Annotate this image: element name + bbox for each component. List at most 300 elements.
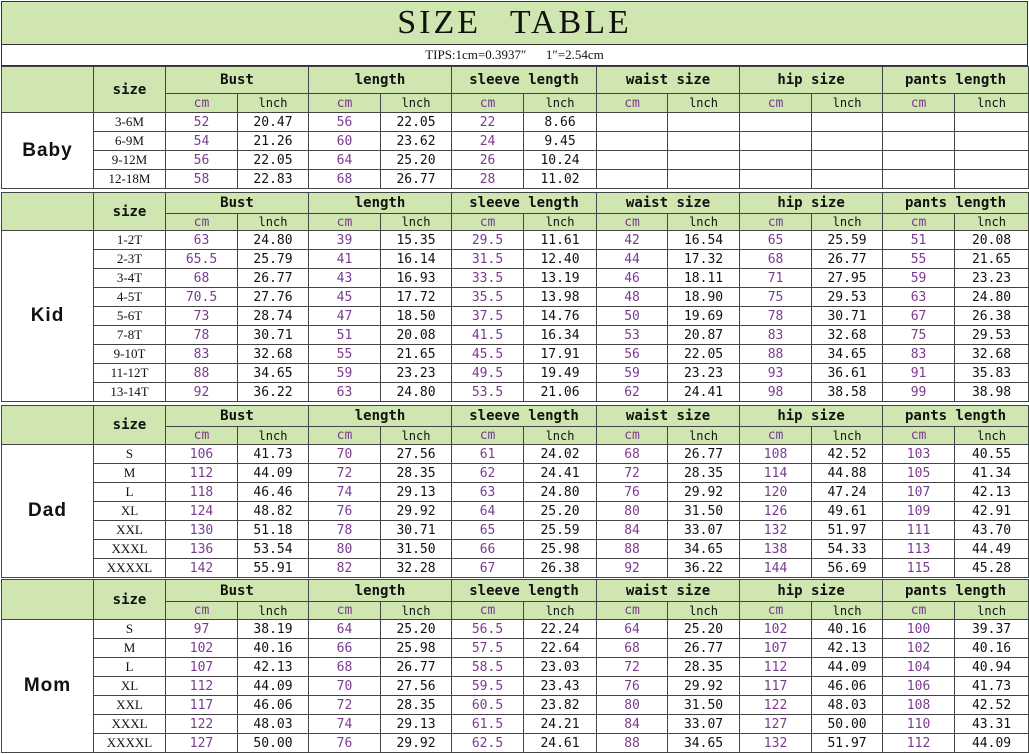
inch-value: 26.77 [668,445,740,464]
cm-value: 74 [309,483,381,502]
inch-value: 9.45 [524,132,597,151]
unit-cm-header: cm [740,214,812,231]
unit-cm-header: cm [309,214,381,231]
cm-value: 45 [309,288,381,307]
inch-value [955,170,1029,189]
inch-value: 22.83 [238,170,309,189]
inch-value [812,151,883,170]
inch-value: 51.18 [238,521,309,540]
size-cell: S [94,620,166,639]
table-row [2,383,1029,402]
cm-value: 78 [309,521,381,540]
inch-value: 44.09 [238,464,309,483]
size-cell: 1-2T [94,231,166,250]
inch-value: 44.09 [812,658,883,677]
inch-value: 39.37 [955,620,1029,639]
inch-value: 25.20 [381,620,452,639]
size-cell: 13-14T [94,383,166,402]
cm-value: 64 [452,502,524,521]
cm-value: 76 [309,502,381,521]
table-row [2,151,1029,170]
cm-value: 56.5 [452,620,524,639]
cm-value: 113 [883,540,955,559]
cm-value: 50 [597,307,668,326]
inch-value: 24.80 [238,231,309,250]
cm-value: 29.5 [452,231,524,250]
size-table-kid [1,192,1029,402]
inch-value: 28.35 [668,658,740,677]
unit-cm-header: cm [740,427,812,445]
inch-value: 46.06 [238,696,309,715]
size-cell: XXXL [94,715,166,734]
cm-value [597,132,668,151]
inch-value: 50.00 [238,734,309,753]
measure-header: sleeve length [452,67,597,94]
unit-inch-header: lnch [238,94,309,113]
inch-value: 50.00 [812,715,883,734]
inch-value: 32.28 [381,559,452,578]
size-cell: L [94,483,166,502]
inch-value: 34.65 [668,734,740,753]
inch-value: 16.54 [668,231,740,250]
inch-value: 22.24 [524,620,597,639]
cm-value: 53 [597,326,668,345]
cm-value: 76 [309,734,381,753]
header-row [2,406,1029,427]
inch-value: 29.13 [381,483,452,502]
cm-value: 104 [883,658,955,677]
inch-value: 24.61 [524,734,597,753]
cm-value: 108 [740,445,812,464]
inch-value: 23.62 [381,132,452,151]
table-row [2,620,1029,639]
cm-value: 61.5 [452,715,524,734]
cm-value: 92 [597,559,668,578]
unit-inch-header: lnch [524,602,597,620]
inch-value: 25.20 [381,151,452,170]
cm-value: 67 [883,307,955,326]
inch-value: 40.55 [955,445,1029,464]
inch-value [668,170,740,189]
cm-value: 52 [166,113,238,132]
cm-value: 88 [166,364,238,383]
inch-value: 23.23 [381,364,452,383]
inch-value [668,113,740,132]
header-corner [2,67,94,113]
inch-value: 35.83 [955,364,1029,383]
cm-value: 60 [309,132,381,151]
inch-value [668,132,740,151]
inch-value: 17.91 [524,345,597,364]
cm-value: 62 [452,464,524,483]
unit-cm-header: cm [309,602,381,620]
inch-value [955,113,1029,132]
unit-inch-header: lnch [381,214,452,231]
inch-value [812,132,883,151]
cm-value: 91 [883,364,955,383]
header-corner [2,193,94,231]
cm-value: 78 [166,326,238,345]
cm-value: 88 [597,540,668,559]
table-row [2,658,1029,677]
inch-value: 56.69 [812,559,883,578]
cm-value: 49.5 [452,364,524,383]
table-row [2,345,1029,364]
inch-value: 53.54 [238,540,309,559]
table-row [2,445,1029,464]
group-label: Dad [2,445,94,578]
inch-value: 24.41 [668,383,740,402]
cm-value: 70.5 [166,288,238,307]
unit-inch-header: lnch [955,427,1029,445]
inch-value: 23.23 [668,364,740,383]
size-cell: 11-12T [94,364,166,383]
inch-value: 21.65 [381,345,452,364]
cm-value: 80 [309,540,381,559]
cm-value: 68 [309,170,381,189]
cm-value: 72 [309,464,381,483]
cm-value: 62.5 [452,734,524,753]
cm-value [597,151,668,170]
unit-cm-header: cm [883,214,955,231]
cm-value: 63 [452,483,524,502]
size-cell: 9-10T [94,345,166,364]
inch-value: 16.34 [524,326,597,345]
size-cell: 4-5T [94,288,166,307]
size-cell: 7-8T [94,326,166,345]
cm-value [883,170,955,189]
table-row [2,113,1029,132]
cm-value: 142 [166,559,238,578]
unit-inch-header: lnch [524,427,597,445]
cm-value: 117 [740,677,812,696]
table-row [2,521,1029,540]
inch-value: 48.82 [238,502,309,521]
table-row [2,464,1029,483]
cm-value: 106 [883,677,955,696]
cm-value: 63 [883,288,955,307]
cm-value: 24 [452,132,524,151]
table-row [2,677,1029,696]
inch-value: 21.06 [524,383,597,402]
group-label: Baby [2,113,94,189]
size-cell: XL [94,677,166,696]
unit-inch-header: lnch [955,602,1029,620]
inch-value: 38.98 [955,383,1029,402]
inch-value: 42.13 [812,639,883,658]
unit-inch-header: lnch [524,94,597,113]
inch-value: 44.09 [955,734,1029,753]
unit-inch-header: lnch [381,94,452,113]
cm-value: 42 [597,231,668,250]
inch-value: 11.02 [524,170,597,189]
inch-value: 12.40 [524,250,597,269]
inch-value: 18.50 [381,307,452,326]
inch-value: 51.97 [812,521,883,540]
cm-value: 76 [597,677,668,696]
inch-value: 31.50 [668,696,740,715]
size-cell: XXXXL [94,559,166,578]
inch-value [955,151,1029,170]
cm-value: 68 [166,269,238,288]
cm-value: 68 [309,658,381,677]
unit-cm-header: cm [597,427,668,445]
table-row [2,502,1029,521]
inch-value: 28.35 [668,464,740,483]
inch-value: 28.74 [238,307,309,326]
unit-inch-header: lnch [955,94,1029,113]
size-cell: XXL [94,696,166,715]
cm-value: 93 [740,364,812,383]
inch-value: 41.73 [238,445,309,464]
unit-cm-header: cm [883,427,955,445]
unit-cm-header: cm [597,214,668,231]
inch-value: 25.98 [381,639,452,658]
inch-value: 44.88 [812,464,883,483]
size-cell: XXXL [94,540,166,559]
cm-value [883,151,955,170]
inch-value: 29.92 [381,502,452,521]
cm-value: 47 [309,307,381,326]
cm-value: 56 [309,113,381,132]
inch-value: 24.41 [524,464,597,483]
inch-value: 43.70 [955,521,1029,540]
table-row [2,734,1029,753]
header-row [2,193,1029,214]
table-row [2,483,1029,502]
inch-value: 41.34 [955,464,1029,483]
table-row [2,639,1029,658]
inch-value: 21.26 [238,132,309,151]
inch-value: 51.97 [812,734,883,753]
inch-value: 40.94 [955,658,1029,677]
inch-value: 49.61 [812,502,883,521]
cm-value: 120 [740,483,812,502]
cm-value: 83 [740,326,812,345]
inch-value: 42.52 [955,696,1029,715]
cm-value: 110 [883,715,955,734]
cm-value [883,132,955,151]
cm-value: 144 [740,559,812,578]
inch-value [955,132,1029,151]
size-column-header: size [94,67,166,113]
unit-cm-header: cm [309,94,381,113]
unit-cm-header: cm [166,94,238,113]
cm-value: 78 [740,307,812,326]
cm-value: 22 [452,113,524,132]
inch-value: 27.56 [381,445,452,464]
inch-value: 21.65 [955,250,1029,269]
cm-value: 98 [740,383,812,402]
cm-value [740,170,812,189]
inch-value: 55.91 [238,559,309,578]
unit-cm-header: cm [309,427,381,445]
cm-value: 80 [597,696,668,715]
cm-value: 68 [597,445,668,464]
inch-value: 23.03 [524,658,597,677]
cm-value: 59 [309,364,381,383]
inch-value: 25.79 [238,250,309,269]
cm-value: 122 [740,696,812,715]
inch-value: 26.77 [812,250,883,269]
table-row [2,326,1029,345]
cm-value: 138 [740,540,812,559]
inch-value: 24.80 [955,288,1029,307]
cm-value: 127 [166,734,238,753]
inch-value: 42.52 [812,445,883,464]
inch-value: 26.38 [524,559,597,578]
inch-value: 47.24 [812,483,883,502]
inch-value: 30.71 [381,521,452,540]
inch-value: 13.19 [524,269,597,288]
conversion-tips: TIPS:1cm=0.3937″ 1″=2.54cm [1,45,1028,66]
cm-value: 45.5 [452,345,524,364]
inch-value: 14.76 [524,307,597,326]
cm-value: 28 [452,170,524,189]
inch-value: 33.07 [668,521,740,540]
inch-value: 27.95 [812,269,883,288]
size-cell: L [94,658,166,677]
cm-value: 84 [597,715,668,734]
inch-value: 48.03 [238,715,309,734]
table-row [2,250,1029,269]
inch-value: 23.43 [524,677,597,696]
inch-value: 42.91 [955,502,1029,521]
cm-value: 130 [166,521,238,540]
cm-value: 51 [309,326,381,345]
cm-value: 75 [740,288,812,307]
cm-value: 35.5 [452,288,524,307]
inch-value: 46.46 [238,483,309,502]
size-cell: 2-3T [94,250,166,269]
table-row [2,269,1029,288]
inch-value: 33.07 [668,715,740,734]
size-cell: M [94,639,166,658]
cm-value [597,113,668,132]
inch-value: 34.65 [812,345,883,364]
unit-inch-header: lnch [238,214,309,231]
cm-value: 60.5 [452,696,524,715]
inch-value: 32.68 [812,326,883,345]
cm-value: 117 [166,696,238,715]
unit-inch-header: lnch [812,602,883,620]
cm-value: 43 [309,269,381,288]
inch-value: 25.98 [524,540,597,559]
cm-value [740,113,812,132]
unit-cm-header: cm [452,427,524,445]
cm-value: 67 [452,559,524,578]
measure-header: hip size [740,193,883,214]
inch-value: 10.24 [524,151,597,170]
table-row [2,715,1029,734]
inch-value: 36.22 [668,559,740,578]
cm-value: 55 [883,250,955,269]
inch-value: 34.65 [238,364,309,383]
inch-value: 13.98 [524,288,597,307]
group-label: Kid [2,231,94,402]
cm-value: 51 [883,231,955,250]
size-cell: 3-4T [94,269,166,288]
measure-header: Bust [166,580,309,602]
inch-value: 38.19 [238,620,309,639]
inch-value: 8.66 [524,113,597,132]
cm-value: 66 [309,639,381,658]
inch-value: 26.77 [381,170,452,189]
inch-value: 34.65 [668,540,740,559]
inch-value: 18.90 [668,288,740,307]
inch-value: 42.13 [238,658,309,677]
cm-value: 61 [452,445,524,464]
cm-value: 48 [597,288,668,307]
cm-value: 82 [309,559,381,578]
table-row [2,364,1029,383]
table-row [2,170,1029,189]
cm-value: 65 [740,231,812,250]
inch-value [812,113,883,132]
cm-value: 63 [309,383,381,402]
cm-value: 80 [597,502,668,521]
cm-value: 64 [309,151,381,170]
cm-value: 102 [883,639,955,658]
unit-inch-header: lnch [812,427,883,445]
measure-header: waist size [597,406,740,427]
cm-value: 26 [452,151,524,170]
size-column-header: size [94,406,166,445]
inch-value: 46.06 [812,677,883,696]
size-cell: 9-12M [94,151,166,170]
cm-value: 64 [309,620,381,639]
inch-value: 42.13 [955,483,1029,502]
cm-value: 65 [452,521,524,540]
inch-value: 29.92 [668,677,740,696]
header-corner [2,580,94,620]
inch-value: 22.05 [381,113,452,132]
unit-cm-header: cm [597,94,668,113]
inch-value: 43.31 [955,715,1029,734]
cm-value: 126 [740,502,812,521]
inch-value: 26.77 [381,658,452,677]
cm-value: 105 [883,464,955,483]
cm-value: 56 [597,345,668,364]
measure-header: hip size [740,67,883,94]
unit-cm-header: cm [740,94,812,113]
measure-header: length [309,67,452,94]
unit-inch-header: lnch [668,94,740,113]
cm-value: 106 [166,445,238,464]
inch-value [668,151,740,170]
measure-header: length [309,580,452,602]
inch-value: 29.92 [668,483,740,502]
unit-inch-header: lnch [381,427,452,445]
unit-cm-header: cm [740,602,812,620]
cm-value: 124 [166,502,238,521]
cm-value [740,132,812,151]
measure-header: Bust [166,406,309,427]
unit-inch-header: lnch [238,427,309,445]
table-row [2,132,1029,151]
inch-value: 30.71 [812,307,883,326]
size-cell: XXXXL [94,734,166,753]
table-row [2,696,1029,715]
inch-value: 18.11 [668,269,740,288]
inch-value: 24.02 [524,445,597,464]
cm-value: 33.5 [452,269,524,288]
unit-cm-header: cm [166,427,238,445]
cm-value: 57.5 [452,639,524,658]
unit-cm-header: cm [883,602,955,620]
cm-value: 59 [597,364,668,383]
table-row [2,231,1029,250]
